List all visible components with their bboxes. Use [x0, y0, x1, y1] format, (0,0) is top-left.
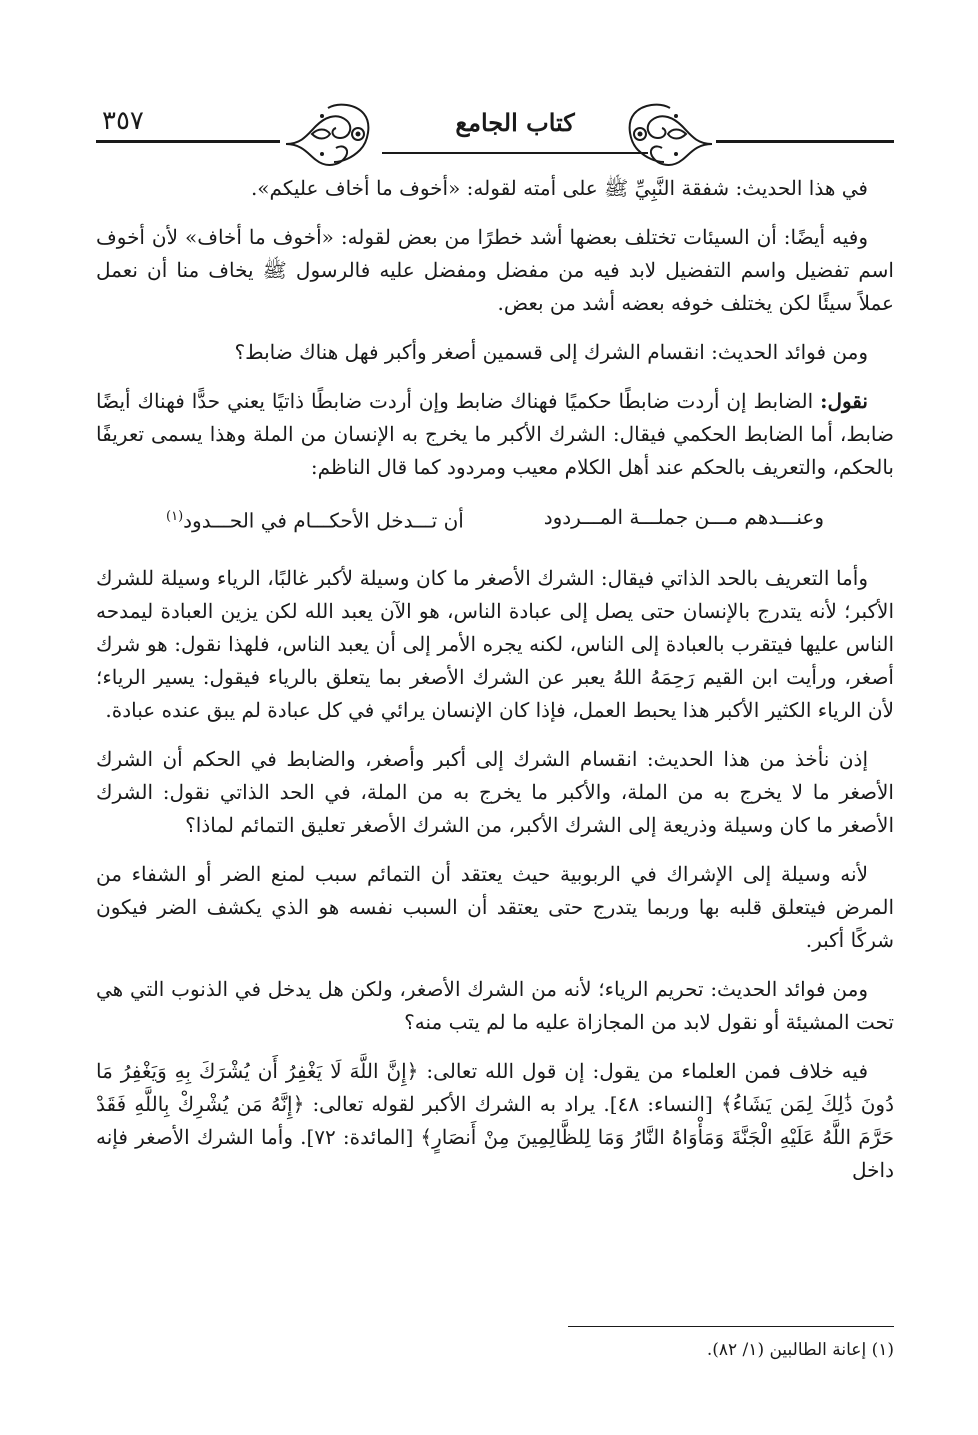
paragraph: إذن نأخذ من هذا الحديث: انقسام الشرك إلى أكبر وأصغر، والضابط في الحكم أن الشرك الأصغر ما لا يخرج به من الملة، والأكبر ما يخرج به من الملة، في الحد الذاتي نقول: الشرك الأصغر ما كان وسيلة وذريعة إلى الشرك الأكبر، من الشرك الأصغر تعليق التمائم لماذا؟	[96, 746, 894, 837]
right-ornament-icon	[624, 98, 716, 170]
answer-paragraph	[96, 385, 894, 484]
footnote: (١) إعانة الطالبين (١/ ٨٢).	[706, 1340, 894, 1360]
title-underline	[382, 152, 648, 154]
paragraph: ومن فوائد الحديث: تحريم الرياء؛ لأنه من الشرك الأصغر، ولكن هل يدخل في الذنوب التي هي تحت المشيئة أو نقول لابد من المجازاة عليه ما لم يتب منه؟	[96, 976, 894, 1034]
paragraph: لأنه وسيلة إلى الإشراك في الربوبية حيث يعتقد أن التمائم سبب لمنع الضر أو الشفاء من المرض فيتعلق قلبه بها وربما يتدرج حتى يعتقد أن السبب نفسه هو الذي يكشف الضر فيكون شركًا أكبر.	[96, 861, 894, 952]
paragraph: ومن فوائد الحديث: انقسام الشرك إلى قسمين أصغر وأكبر فهل هناك ضابط؟	[234, 340, 868, 364]
answer-lead: نقول:	[820, 389, 868, 413]
paragraph: وفيه أيضًا: أن السيئات تختلف بعضها أشد خطرًا من بعض لقوله: «أخوف ما أخاف» لأن أخوف اسم تفضيل واسم التفضيل لابد فيه من مفضل ومفضل عليه فالرسول ﷺ يخاف منا أن نعمل عملاً سيئًا لكن يختلف خوفه بعضه أشد من بعض.	[96, 225, 894, 315]
left-ornament-icon	[282, 98, 374, 170]
paragraph: في هذا الحديث: شفقة النَّبِيِّ ﷺ على أمته لقوله: «أخوف ما أخاف عليكم».	[250, 176, 868, 200]
verse-second-hemistich	[166, 500, 464, 538]
footnote-separator	[568, 1326, 894, 1327]
answer-text: الضابط إن أردت ضابطًا حكميًا فهناك ضابط وإن أردت ضابطًا ذاتيًا يعني حدًّا فهناك أيضًا ضابط، أما الضابط الحكمي فيقال: الشرك الأكبر ما يخرج به الإنسان من الملة وهذا يسمى تعريفًا بالحكم، والتعريف بالحكم عند أهل الكلام معيب ومردود كما قال الناظم:	[96, 389, 894, 479]
page-number: ٣٥٧	[102, 106, 144, 136]
verse-first-hemistich: وعنـــدهم مـــن جملـــة المـــردود	[543, 505, 824, 529]
paragraph: فيه خلاف فمن العلماء من يقول: إن قول الله تعالى: ﴿إِنَّ اللَّهَ لَا يَغْفِرُ أَن يُشْرَكَ بِهِ وَيَغْفِرُ مَا دُونَ ذَٰلِكَ لِمَن يَشَاءُ﴾ [النساء: ٤٨]. يراد به الشرك الأكبر لقوله تعالى: ﴿إِنَّهُ مَن يُشْرِكْ بِاللَّهِ فَقَدْ حَرَّمَ اللَّهُ عَلَيْهِ الْجَنَّةَ وَمَأْوَاهُ النَّارُ وَمَا لِلظَّالِمِينَ مِنْ أَنصَارٍ﴾ [المائدة: ٧٢]. وأما الشرك الأصغر فإنه داخل	[96, 1058, 895, 1182]
poetry-verse	[96, 500, 894, 538]
page-header	[96, 96, 894, 166]
verse-second-text: أن تـــدخل الأحكـــام في الحـــدود	[183, 508, 464, 533]
paragraph: وأما التعريف بالحد الذاتي فيقال: الشرك الأصغر ما كان وسيلة لأكبر غالبًا، الرياء وسيلة للشرك الأكبر؛ لأنه يتدرج بالإنسان حتى يصل إلى عبادة الناس، هو الآن يعبد الله لكن يزين العبادة ليمدحه الناس عليها فيتقرب بالعبادة إلى الناس، لكنه يجره الأمر إلى أن يعبد الناس، فلهذا نقول: هو شرك أصغر، ورأيت ابن القيم رَحِمَهُ اللهُ يعبر عن الشرك الأصغر بما يتعلق بالرياء فيقول: يسير الرياء؛ لأن الرياء الكثير الأكبر هذا يحبط العمل، فإذا كان الإنسان يرائي في كل عبادة لم يبق عنده عبادة.	[96, 565, 894, 722]
header-rule-right	[716, 140, 894, 143]
footnote-marker: (١)	[166, 509, 184, 524]
main-text	[96, 172, 894, 1203]
header-rule-left	[96, 140, 280, 143]
book-title: كتاب الجامع	[455, 108, 575, 137]
